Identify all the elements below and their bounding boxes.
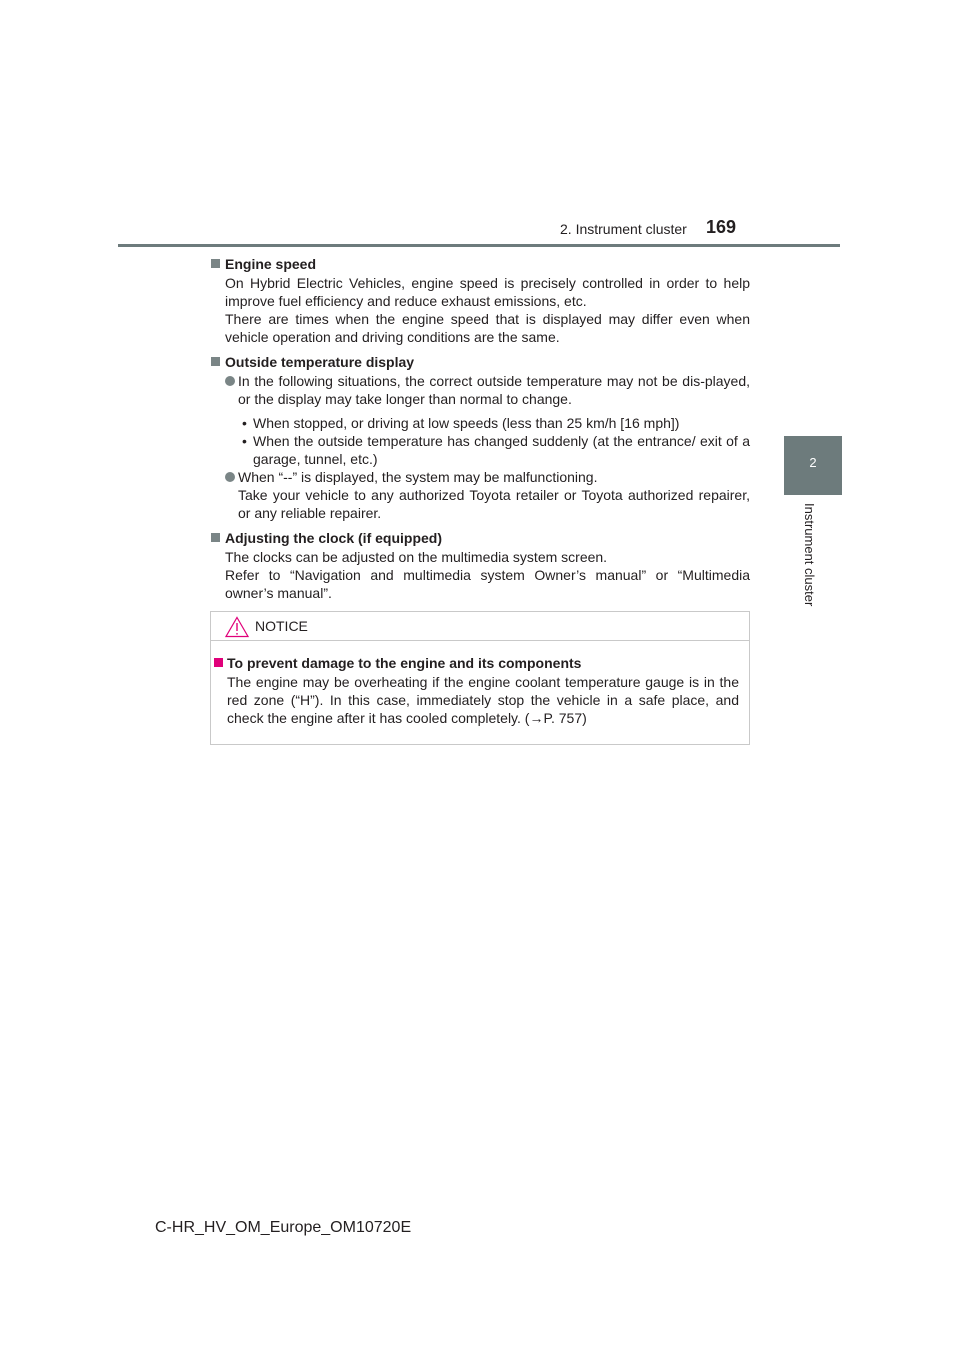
notice-title: NOTICE [255,618,308,634]
chapter-tab[interactable]: 2 [784,436,842,495]
notice-text: The engine may be overheating if the engine coolant temperature gauge is in the red zone (“H”). In this case, immediately stop the vehicle in a safe place, and check the engine after it has cooled completely. (→P. 757) [227,674,739,726]
paragraph: The clocks can be adjusted on the multimedia system screen. [225,549,608,565]
section-heading-outside-temperature: Outside temperature display [210,353,750,371]
notice-header [211,612,749,641]
notice-box [210,611,750,745]
sub-list-item: • When the outside temperature has changed suddenly (at the entrance/ exit of a garage, tunnel, etc.) [242,433,750,467]
paragraph: There are times when the engine speed that is displayed may differ even when vehicle operation and driving conditions are the same. [225,311,750,345]
section-heading-engine-speed: Engine speed [210,255,750,273]
page-content [210,255,750,602]
chapter-tab-label: Instrument cluster [802,503,817,607]
notice-body [211,641,749,727]
sub-bullet-marker: • [242,415,247,431]
paragraph: Take your vehicle to any authorized Toyota retailer or Toyota authorized repairer, or any reliable repairer. [238,487,750,521]
list-item: In the following situations, the correct outside temperature may not be dis-played, or the display may take longer than normal to change. [210,372,750,408]
sub-bullet-marker: • [242,433,247,449]
section-heading-clock: Adjusting the clock (if equipped) [210,529,750,547]
sub-list-item: • When stopped, or driving at low speeds (less than 25 km/h [16 mph]) [242,415,680,431]
warning-triangle-icon [225,616,249,638]
square-bullet-icon [211,259,220,268]
paragraph: Refer to “Navigation and multimedia system Owner’s manual” or “Multimedia owner’s manual”. [225,567,750,601]
paragraph: On Hybrid Electric Vehicles, engine speed is precisely controlled in order to help improve fuel efficiency and reduce exhaust emissions, etc. [225,275,750,309]
header-rule [118,244,840,247]
footer-document-code: C-HR_HV_OM_Europe_OM10720E [155,1219,412,1236]
notice-heading: To prevent damage to the engine and its components [211,654,739,672]
square-bullet-icon [214,658,223,667]
page-number: 169 [706,217,737,237]
square-bullet-icon [211,357,220,366]
circle-bullet-icon [225,376,235,386]
square-bullet-icon [211,533,220,542]
list-item: When “--” is displayed, the system may be malfunctioning. [210,468,750,486]
header-section-title: 2. Instrument cluster [560,221,687,237]
circle-bullet-icon [225,472,235,482]
